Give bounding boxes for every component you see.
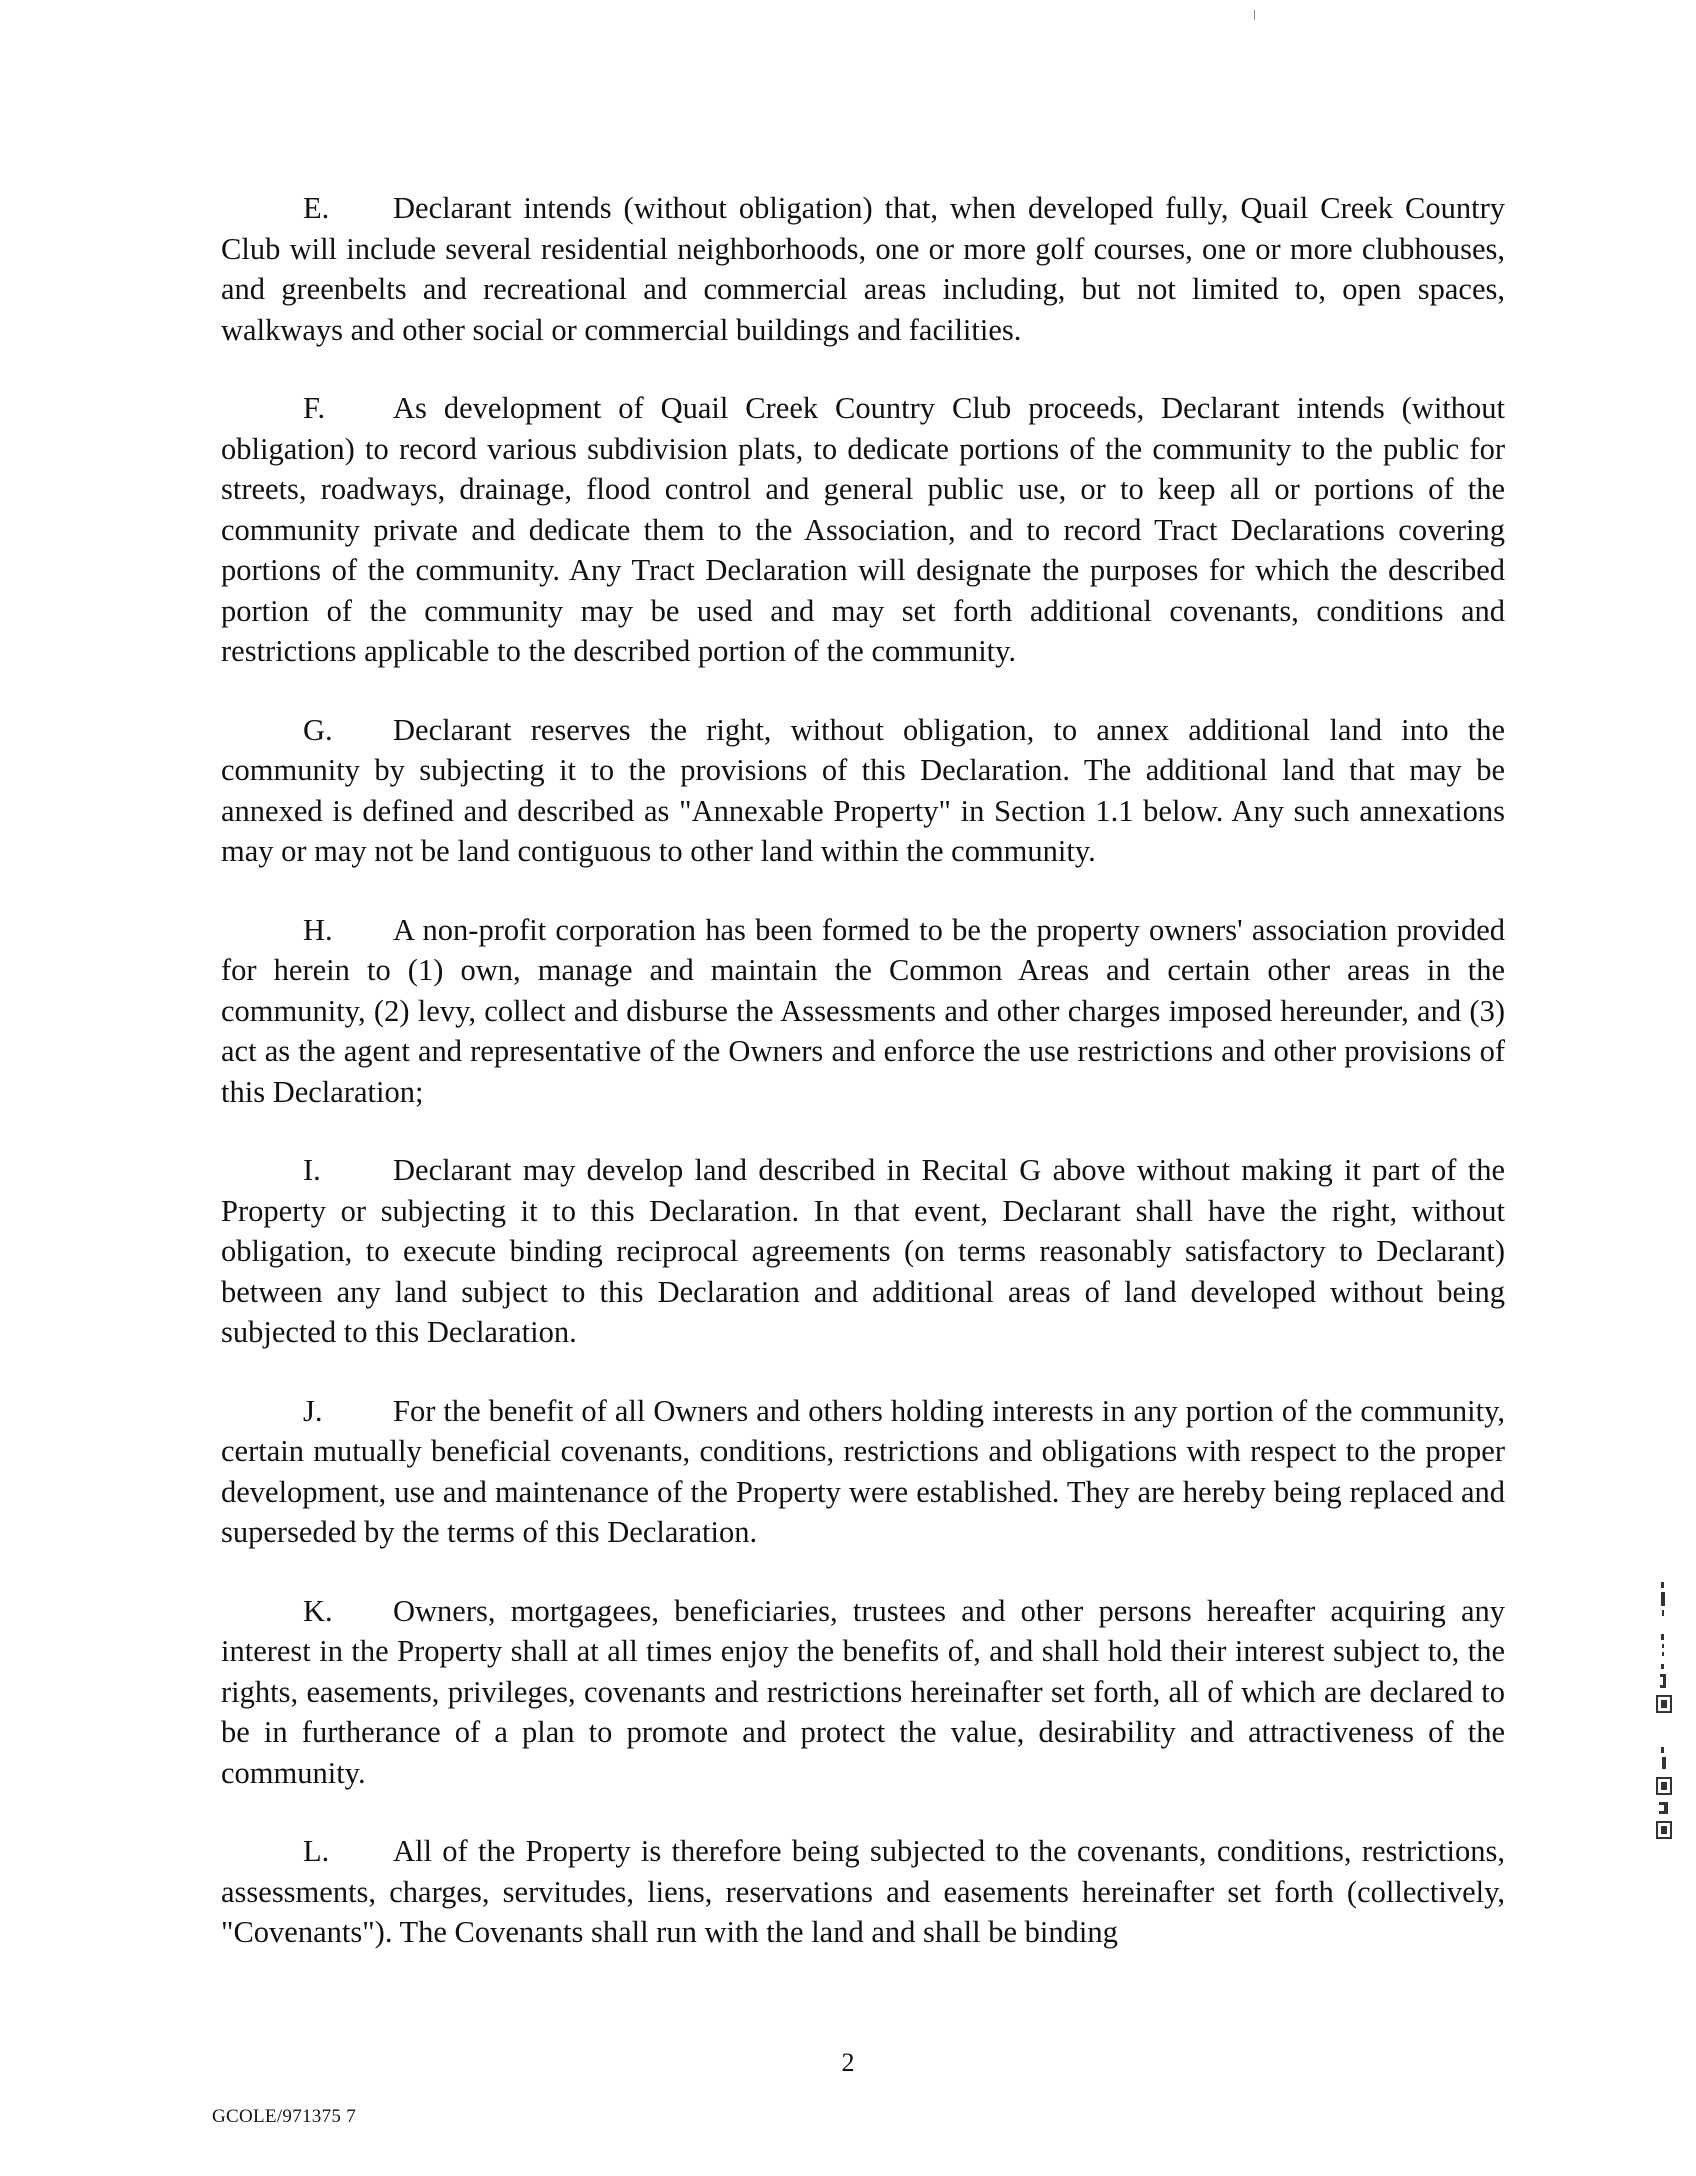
- recital-letter: I.: [303, 1153, 321, 1187]
- document-body: [221, 188, 1505, 1991]
- recital-text: A non-profit corporation has been formed to be the property owners' association provided for herein to (1) own, manage and maintain the Common Areas and certain other areas in the community, (2) levy, collect and disburse the Assessments and other charges imposed hereunder, and (3) act as the agent and representative of the Owners and enforce the use restrictions and other provisions of this Declaration;: [221, 912, 1505, 1109]
- recital-letter: G.: [303, 712, 333, 747]
- recital-k: [221, 1591, 1505, 1794]
- scan-tick-mark: [1254, 10, 1255, 20]
- recital-j: [221, 1391, 1505, 1553]
- recital-letter: J.: [303, 1393, 323, 1428]
- recital-letter: H.: [303, 912, 333, 947]
- recital-l: [221, 1831, 1505, 1953]
- recital-f: [221, 388, 1505, 672]
- recital-i: [221, 1150, 1505, 1353]
- recital-text: Declarant may develop land described in Recital G above without making it part of the Property or subjecting it to this Declaration. In that event, Declarant shall have the right, without obligation, to execute binding reciprocal agreements (on terms reasonably satisfactory to Declarant) between any land subject to this Declaration and additional areas of land developed without being subjected to this Declaration.: [221, 1153, 1505, 1349]
- document-code: GCOLE/971375 7: [212, 2106, 357, 2127]
- recital-letter: L.: [303, 1834, 330, 1868]
- recording-stamp-icon: [1652, 1582, 1676, 1912]
- recital-text: As development of Quail Creek Country Club proceeds, Declarant intends (without obligation) to record various subdivision plats, to dedicate portions of the community to the public for streets, roadways, drainage, flood control and general public use, or to keep all or portions of the community private and dedicate them to the Association, and to record Tract Declarations covering portions of the community. Any Tract Declaration will designate the purposes for which the described portion of the community may be used and may set forth additional covenants, conditions and restrictions applicable to the described portion of the community.: [221, 391, 1505, 668]
- recital-letter: F.: [303, 391, 326, 425]
- recital-text: Declarant reserves the right, without obligation, to annex additional land into the community by subjecting it to the provisions of this Declaration. The additional land that may be annexed is defined and described as "Annexable Property" in Section 1.1 below. Any such annexations may or may not be land contiguous to other land within the community.: [221, 712, 1505, 868]
- recital-text: All of the Property is therefore being subjected to the covenants, conditions, restrictions, assessments, charges, servitudes, liens, reservations and easements hereinafter set forth (collectively, "Covenants"). The Covenants shall run with the land and shall be binding: [221, 1834, 1505, 1949]
- recital-text: Owners, mortgagees, beneficiaries, trustees and other persons hereafter acquiring any interest in the Property shall at all times enjoy the benefits of, and shall hold their interest subject to, the rights, easements, privileges, covenants and restrictions hereinafter set forth, all of which are declared to be in furtherance of a plan to promote and protect the value, desirability and attractiveness of the community.: [221, 1593, 1505, 1790]
- recital-h: [221, 910, 1505, 1113]
- recital-text: For the benefit of all Owners and others holding interests in any portion of the community, certain mutually beneficial covenants, conditions, restrictions and obligations with respect to the proper development, use and maintenance of the Property were established. They are hereby being replaced and superseded by the terms of this Declaration.: [221, 1393, 1505, 1549]
- recital-letter: K.: [303, 1593, 333, 1628]
- recital-text: Declarant intends (without obligation) that, when developed fully, Quail Creek Country Club will include several residential neighborhoods, one or more golf courses, one or more clubhouses, and greenbelts and recreational and commercial areas including, but not limited to, open spaces, walkways and other social or commercial buildings and facilities.: [221, 191, 1505, 347]
- recital-letter: E.: [303, 191, 330, 225]
- page-number: 2: [841, 2048, 855, 2077]
- recital-e: [221, 188, 1505, 350]
- recital-g: [221, 710, 1505, 872]
